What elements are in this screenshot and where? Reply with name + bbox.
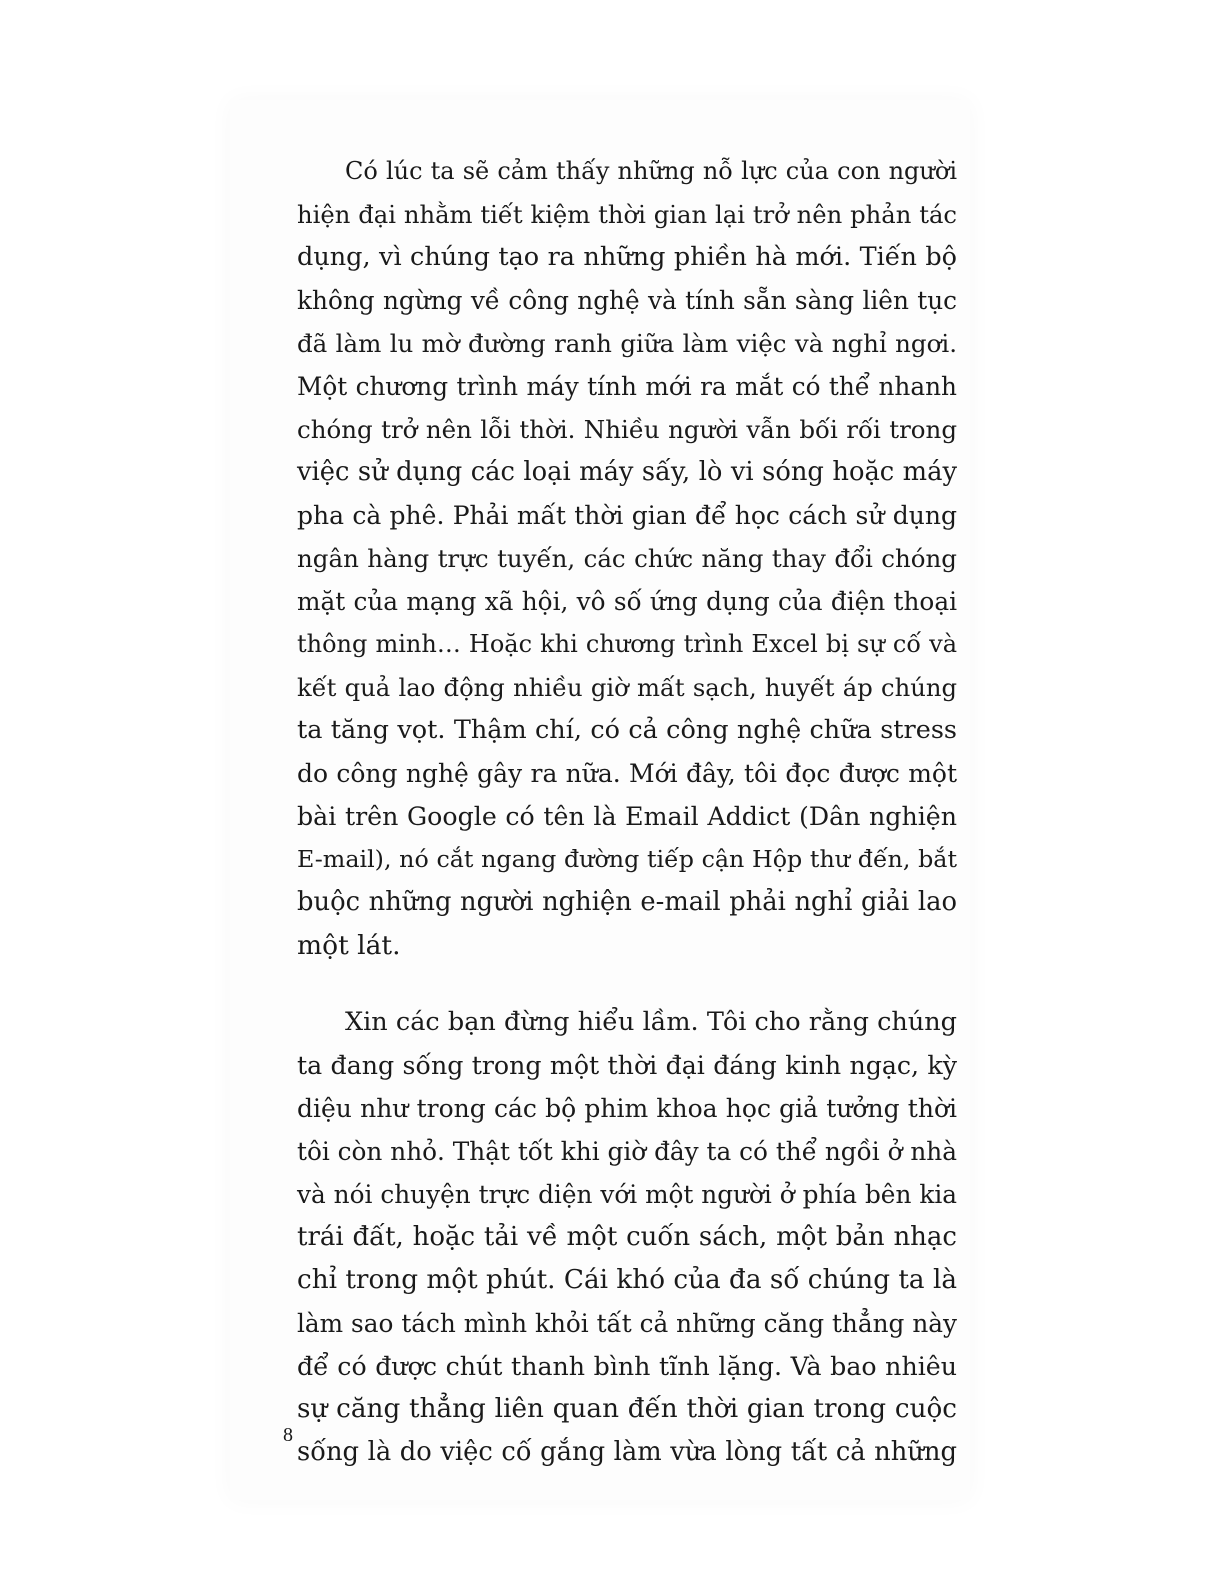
paragraph-1-line-14: ta tăng vọt. Thậm chí, có cả công nghệ chữa stress bbox=[297, 715, 957, 745]
paragraph-2-line-8: làm sao tách mình khỏi tất cả những căng thẳng này bbox=[297, 1309, 957, 1338]
paragraph-1-line-13: kết quả lao động nhiều giờ mất sạch, huyết áp chúng bbox=[297, 673, 957, 702]
line-17-text-after: , bắt bbox=[902, 845, 957, 873]
paragraph-2-line-4: tôi còn nhỏ. Thật tốt khi giờ đây ta có thể ngồi ở nhà bbox=[297, 1137, 957, 1166]
paragraph-1-line-19: một lát. bbox=[297, 930, 401, 961]
paragraph-2-line-10: sự căng thẳng liên quan đến thời gian trong cuộc bbox=[297, 1394, 957, 1424]
paragraph-1-line-3: dụng, vì chúng tạo ra những phiền hà mới. Tiến bộ bbox=[297, 242, 957, 272]
paragraph-1-line-9: pha cà phê. Phải mất thời gian để học cách sử dụng bbox=[297, 501, 957, 530]
page-number: 8 bbox=[283, 1424, 293, 1446]
paragraph-2-line-5: và nói chuyện trực diện với một người ở phía bên kia bbox=[297, 1180, 957, 1209]
paragraph-1-line-16: bài trên Google có tên là Email Addict (Dân nghiện bbox=[297, 802, 957, 831]
paragraph-1-line-6: Một chương trình máy tính mới ra mắt có thể nhanh bbox=[297, 372, 957, 401]
paragraph-1-line-4: không ngừng về công nghệ và tính sẵn sàng liên tục bbox=[297, 286, 957, 315]
paragraph-1-line-8: việc sử dụng các loại máy sấy, lò vi sóng hoặc máy bbox=[297, 457, 957, 487]
paragraph-2-line-9: để có được chút thanh bình tĩnh lặng. Và bao nhiêu bbox=[297, 1352, 957, 1381]
paragraph-2-line-2: ta đang sống trong một thời đại đáng kinh ngạc, kỳ bbox=[297, 1051, 957, 1080]
paragraph-2-line-11: sống là do việc cố gắng làm vừa lòng tất cả những bbox=[297, 1437, 957, 1467]
paragraph-1-line-12: thông minh… Hoặc khi chương trình Excel bị sự cố và bbox=[297, 630, 957, 658]
paragraph-1-line-5: đã làm lu mờ đường ranh giữa làm việc và nghỉ ngơi. bbox=[297, 329, 957, 358]
paragraph-gap bbox=[297, 967, 957, 1001]
paragraph-1-line-7: chóng trở nên lỗi thời. Nhiều người vẫn bối rối trong bbox=[297, 415, 957, 444]
line-17-text-before: E-mail), nó cắt ngang đường tiếp cận bbox=[297, 845, 753, 873]
paragraph-2-line-7: chỉ trong một phút. Cái khó của đa số chúng ta là bbox=[297, 1265, 957, 1295]
inbox-italic-term: Hộp thư đến bbox=[752, 845, 903, 873]
paragraph-1-line-10: ngân hàng trực tuyến, các chức năng thay đổi chóng bbox=[297, 544, 957, 573]
paragraph-1-line-15: do công nghệ gây ra nữa. Mới đây, tôi đọc được một bbox=[297, 759, 957, 788]
paragraph-2-line-1: Xin các bạn đừng hiểu lầm. Tôi cho rằng chúng bbox=[345, 1007, 957, 1037]
paragraph-2-line-6: trái đất, hoặc tải về một cuốn sách, một bản nhạc bbox=[297, 1222, 957, 1252]
paragraph-1-line-17 bbox=[297, 838, 957, 881]
paragraph-1-line-11: mặt của mạng xã hội, vô số ứng dụng của điện thoại bbox=[297, 587, 957, 616]
paragraph-1-line-2: hiện đại nhằm tiết kiệm thời gian lại trở nên phản tác bbox=[297, 200, 957, 229]
body-text bbox=[297, 150, 957, 1474]
paragraph-1-line-18: buộc những người nghiện e-mail phải nghỉ giải lao bbox=[297, 887, 957, 917]
paragraph-2-line-3: diệu như trong các bộ phim khoa học giả tưởng thời bbox=[297, 1094, 957, 1123]
paragraph-1-line-1: Có lúc ta sẽ cảm thấy những nỗ lực của con người bbox=[345, 157, 957, 185]
